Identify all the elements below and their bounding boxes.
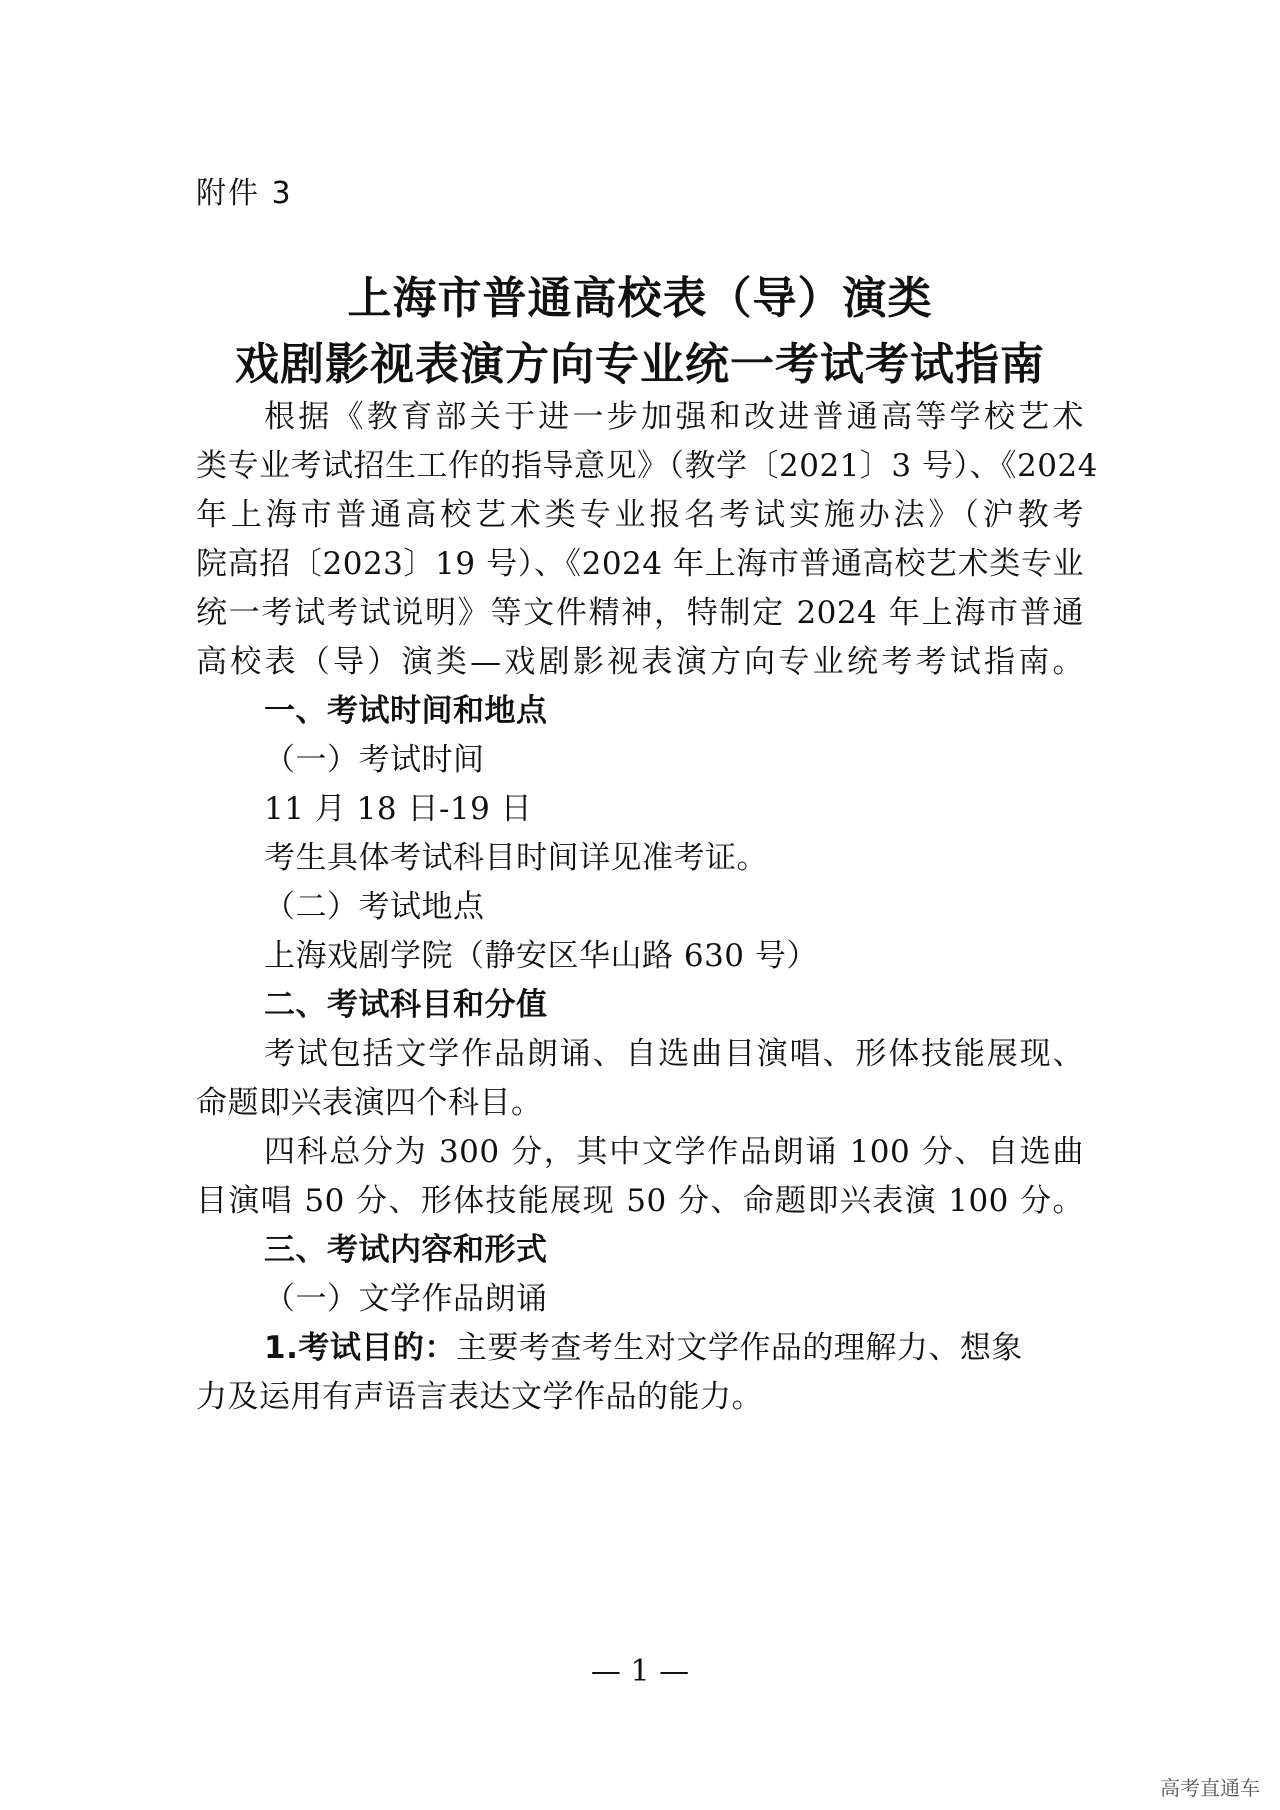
document-title-line-1: 上海市普通高校表（导）演类 bbox=[347, 273, 933, 324]
intro-line-4: 院高招〔2023〕19 号）、《2024 年上海市普通高校艺术类专业 bbox=[196, 546, 1084, 582]
watermark: 高考直通车 bbox=[1160, 1776, 1260, 1800]
intro-line-2: 类专业考试招生工作的指导意见》（教学〔2021〕3 号）、《2024 bbox=[196, 448, 1098, 484]
section-1-sub-1-heading: （一）考试时间 bbox=[264, 742, 485, 778]
exam-location: 上海戏剧学院（静安区华山路 630 号） bbox=[264, 938, 818, 974]
document-title-line-2: 戏剧影视表演方向专业统一考试考试指南 bbox=[235, 339, 1045, 390]
section-3-sub-1-heading: （一）文学作品朗诵 bbox=[264, 1281, 548, 1317]
section-2-para-2-line-2: 目演唱 50 分、形体技能展现 50 分、命题即兴表演 100 分。 bbox=[196, 1183, 1084, 1219]
section-3-heading: 三、考试内容和形式 bbox=[264, 1232, 548, 1268]
intro-line-3: 年上海市普通高校艺术类专业报名考试实施办法》（沪教考 bbox=[196, 497, 1084, 533]
section-1-sub-2-heading: （二）考试地点 bbox=[264, 889, 485, 925]
section-1-heading: 一、考试时间和地点 bbox=[264, 693, 548, 729]
page-number: — 1 — bbox=[590, 1654, 690, 1689]
section-3-item-1-text: 主要考查考生对文学作品的理解力、想象 bbox=[455, 1330, 1023, 1366]
section-2-para-1-line-1: 考试包括文学作品朗诵、自选曲目演唱、形体技能展现、 bbox=[264, 1036, 1084, 1072]
attachment-label: 附件 3 bbox=[196, 176, 293, 211]
section-3-item-1-continuation: 力及运用有声语言表达文学作品的能力。 bbox=[196, 1379, 763, 1415]
section-2-para-1-line-2: 命题即兴表演四个科目。 bbox=[196, 1085, 543, 1121]
section-3-item-1-label: 1.考试目的： bbox=[264, 1330, 456, 1366]
section-2-heading: 二、考试科目和分值 bbox=[264, 987, 548, 1023]
intro-line-5: 统一考试考试说明》等文件精神，特制定 2024 年上海市普通 bbox=[196, 595, 1084, 631]
section-2-para-2-line-1: 四科总分为 300 分，其中文学作品朗诵 100 分、自选曲 bbox=[264, 1134, 1084, 1170]
exam-date-note: 考生具体考试科目时间详见准考证。 bbox=[264, 840, 768, 876]
section-3-item-1 bbox=[264, 1322, 1084, 1367]
intro-line-6: 高校表（导）演类—戏剧影视表演方向专业统考考试指南。 bbox=[196, 644, 1084, 680]
exam-date: 11 月 18 日-19 日 bbox=[264, 791, 533, 827]
intro-line-1: 根据《教育部关于进一步加强和改进普通高等学校艺术 bbox=[264, 399, 1084, 435]
